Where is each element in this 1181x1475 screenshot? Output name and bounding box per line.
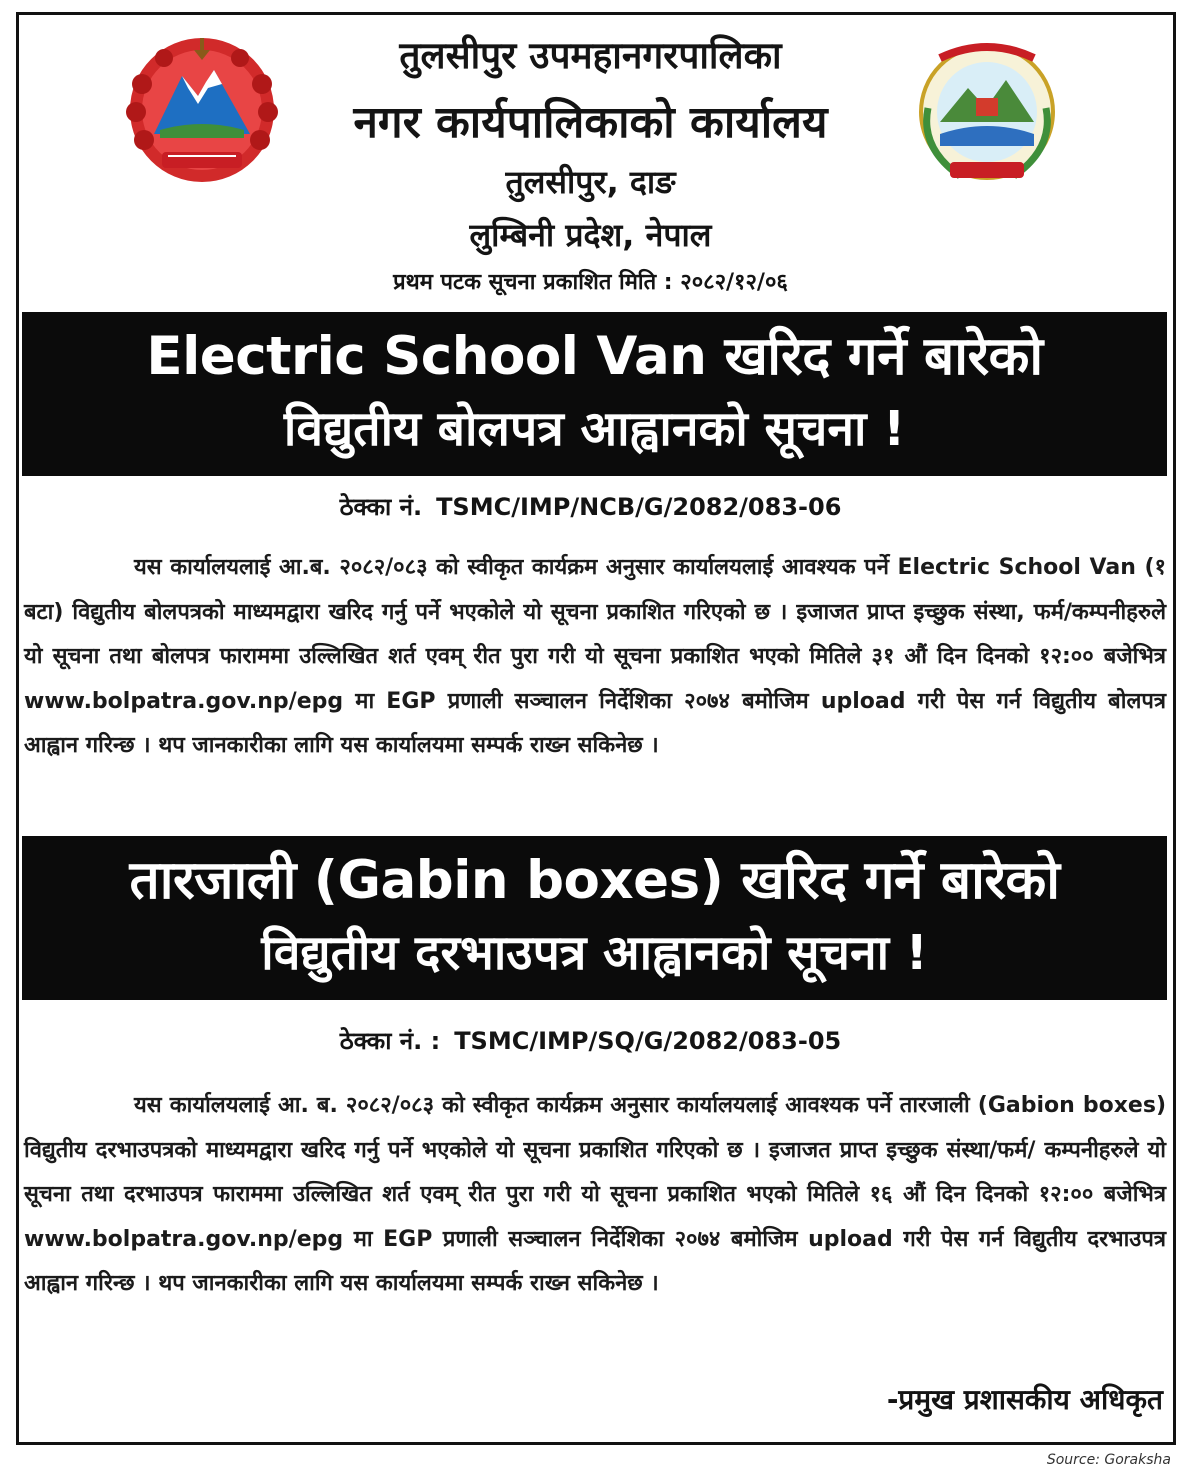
notice1-title-line1: Electric School Van खरिद गर्ने बारेको: [146, 326, 1043, 387]
notice1-contract-number: TSMC/IMP/NCB/G/2082/083-06: [436, 493, 842, 521]
notice1-title-banner: [22, 312, 1167, 476]
signature: -प्रमुख प्रशासकीय अधिकृत: [886, 1383, 1163, 1416]
notice1-body: यस कार्यालयलाई आ.ब. २०८२/०८३ को स्वीकृत कार्यक्रम अनुसार कार्यालयलाई आवश्यक पर्ने Electric School Van (१ बटा) विद्युतीय बोलपत्रको माध्यमद्वारा खरिद गर्नु पर्ने भएकोले यो सूचना प्रकाशित गरिएको छ । इजाजत प्राप्त इच्छुक संस्था, फर्म/कम्पनीहरुले यो सूचना तथा बोलपत्र फाराममा उल्लिखित शर्त एवम् रीत पुरा गरी यो सूचना प्रकाशित भएको मितिले ३१ औं दिन दिनको १२:०० बजेभित्र www.bolpatra.gov.np/epg मा EGP प्रणाली सञ्चालन निर्देशिका २०७४ बमोजिम upload गरी पेस गर्न विद्युतीय बोलपत्र आह्वान गरिन्छ । थप जानकारीका लागि यस कार्यालयमा सम्पर्क राख्न सकिनेछ ।: [24, 555, 1166, 758]
notice2-contract-number: TSMC/IMP/SQ/G/2082/083-05: [454, 1027, 842, 1055]
notice2-contract-label: ठेक्का नं. :: [339, 1027, 441, 1055]
source-credit: Source: Goraksha: [1046, 1452, 1171, 1468]
office-province: लुम्बिनी प्रदेश, नेपाल: [469, 216, 712, 254]
notice1-contract-label: ठेक्का नं.: [339, 493, 423, 521]
notice2-contract: [0, 1024, 1181, 1057]
municipality-name: तुलसीपुर उपमहानगरपालिका: [399, 34, 782, 77]
office-city: तुलसीपुर, दाङ: [505, 163, 676, 201]
publication-date: प्रथम पटक सूचना प्रकाशित मिति : २०८२/१२/०६: [393, 270, 788, 295]
notice2-title-banner: [22, 836, 1167, 1000]
office-name: नगर कार्यपालिकाको कार्यालय: [353, 97, 828, 148]
notice1-title-line2: विद्युतीय बोलपत्र आह्वानको सूचना !: [283, 401, 906, 457]
notice2-title-line1: तारजाली (Gabin boxes) खरिद गर्ने बारेको: [129, 850, 1060, 911]
notice2-title-line2: विद्युतीय दरभाउपत्र आह्वानको सूचना !: [261, 925, 928, 981]
notice1-contract: [0, 490, 1181, 523]
notice2-body: यस कार्यालयलाई आ. ब. २०८२/०८३ को स्वीकृत कार्यक्रम अनुसार कार्यालयलाई आवश्यक पर्ने तारजाली (Gabion boxes) विद्युतीय दरभाउपत्रको माध्यमद्वारा खरिद गर्नु पर्ने भएकोले यो सूचना प्रकाशित गरिएको छ । इजाजत प्राप्त इच्छुक संस्था/फर्म/ कम्पनीहरुले यो सूचना तथा दरभाउपत्र फाराममा उल्लिखित शर्त एवम् रीत पुरा गरी यो सूचना प्रकाशित भएको मितिले १६ औं दिन दिनको १२:०० बजेभित्र www.bolpatra.gov.np/epg मा EGP प्रणाली सञ्चालन निर्देशिका २०७४ बमोजिम upload गरी पेस गर्न विद्युतीय दरभाउपत्र आह्वान गरिन्छ । थप जानकारीका लागि यस कार्यालयमा सम्पर्क राख्न सकिनेछ ।: [24, 1093, 1166, 1296]
